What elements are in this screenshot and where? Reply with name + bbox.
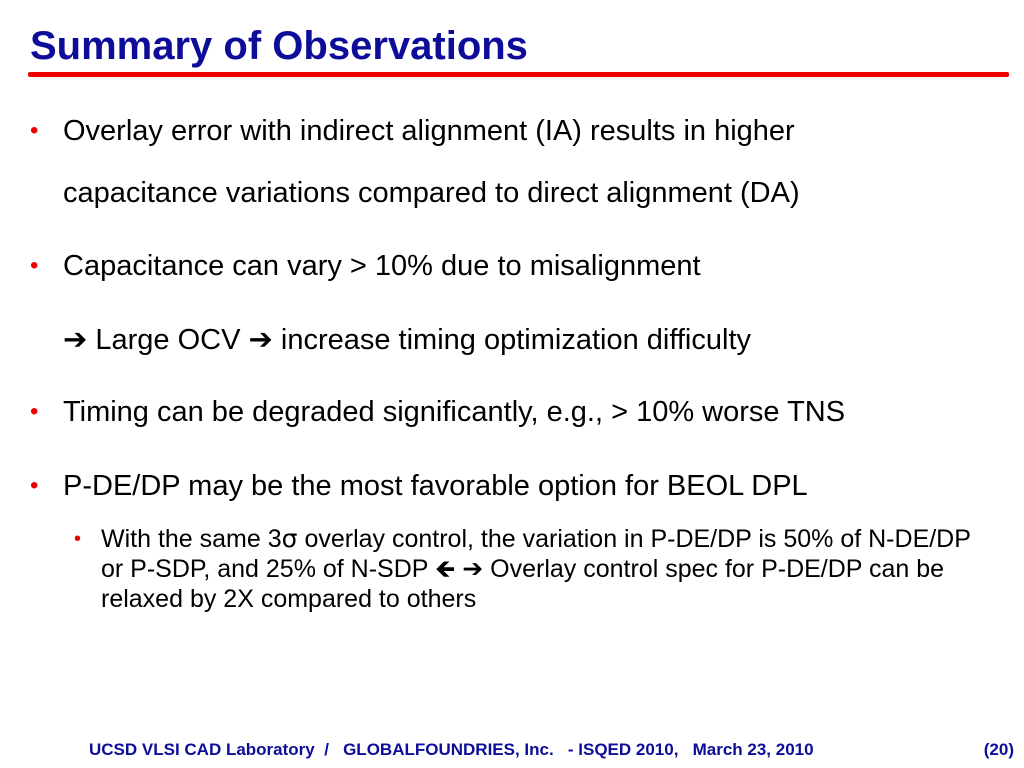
arrow-right-icon: ➔	[248, 322, 273, 356]
bullet-dot: •	[30, 472, 39, 499]
slide-footer	[89, 740, 1014, 760]
sub-bullet-text-2: overlay control, the variation in P-DE/DP is 50% of N-DE/DP or P-SDP, and 25% of N-SDP	[101, 525, 971, 583]
bullet-dot: •	[30, 117, 39, 144]
bullet-1-line-1: Overlay error with indirect alignment (IA) results in higher	[63, 115, 795, 147]
sub-bullet-dot: •	[74, 528, 82, 550]
title-underline	[28, 72, 1009, 77]
footer-text: UCSD VLSI CAD Laboratory / GLOBALFOUNDRIES, Inc. - ISQED 2010, March 23, 2010	[89, 740, 814, 759]
continuation-text-a: Large OCV	[95, 324, 241, 356]
sigma-symbol: σ	[281, 524, 298, 553]
bullet-item-1	[30, 114, 1013, 210]
bullet-item-3	[30, 395, 1013, 429]
bullet-dot: •	[30, 398, 39, 425]
page-number: (20)	[983, 740, 1014, 759]
continuation-text-b: increase timing optimization difficulty	[280, 324, 752, 356]
arrow-right-icon: ➔	[63, 322, 88, 356]
bullet-item-4	[30, 469, 1013, 503]
bullet-2-text: Capacitance can vary > 10% due to misalignment	[63, 250, 701, 282]
sub-bullet-text-1: With the same 3	[101, 525, 282, 553]
bullet-2-continuation	[63, 322, 1013, 357]
bullet-item-2	[30, 249, 1013, 283]
arrow-left-icon: 🡸	[434, 554, 456, 583]
sub-bullet-text-3: Overlay control spec for P-DE/DP can be relaxed by 2X compared to others	[101, 555, 945, 613]
bullet-4-text: P-DE/DP may be the most favorable option for BEOL DPL	[63, 470, 808, 502]
arrow-right-icon: ➔	[462, 554, 484, 583]
sub-bullet-item	[74, 524, 981, 614]
bullet-3-text: Timing can be degraded significantly, e.g., > 10% worse TNS	[63, 396, 846, 428]
bullet-dot: •	[30, 252, 39, 279]
bullet-1-line-2: capacitance variations compared to direct alignment (DA)	[63, 177, 800, 209]
slide-title: Summary of Observations	[30, 24, 528, 68]
